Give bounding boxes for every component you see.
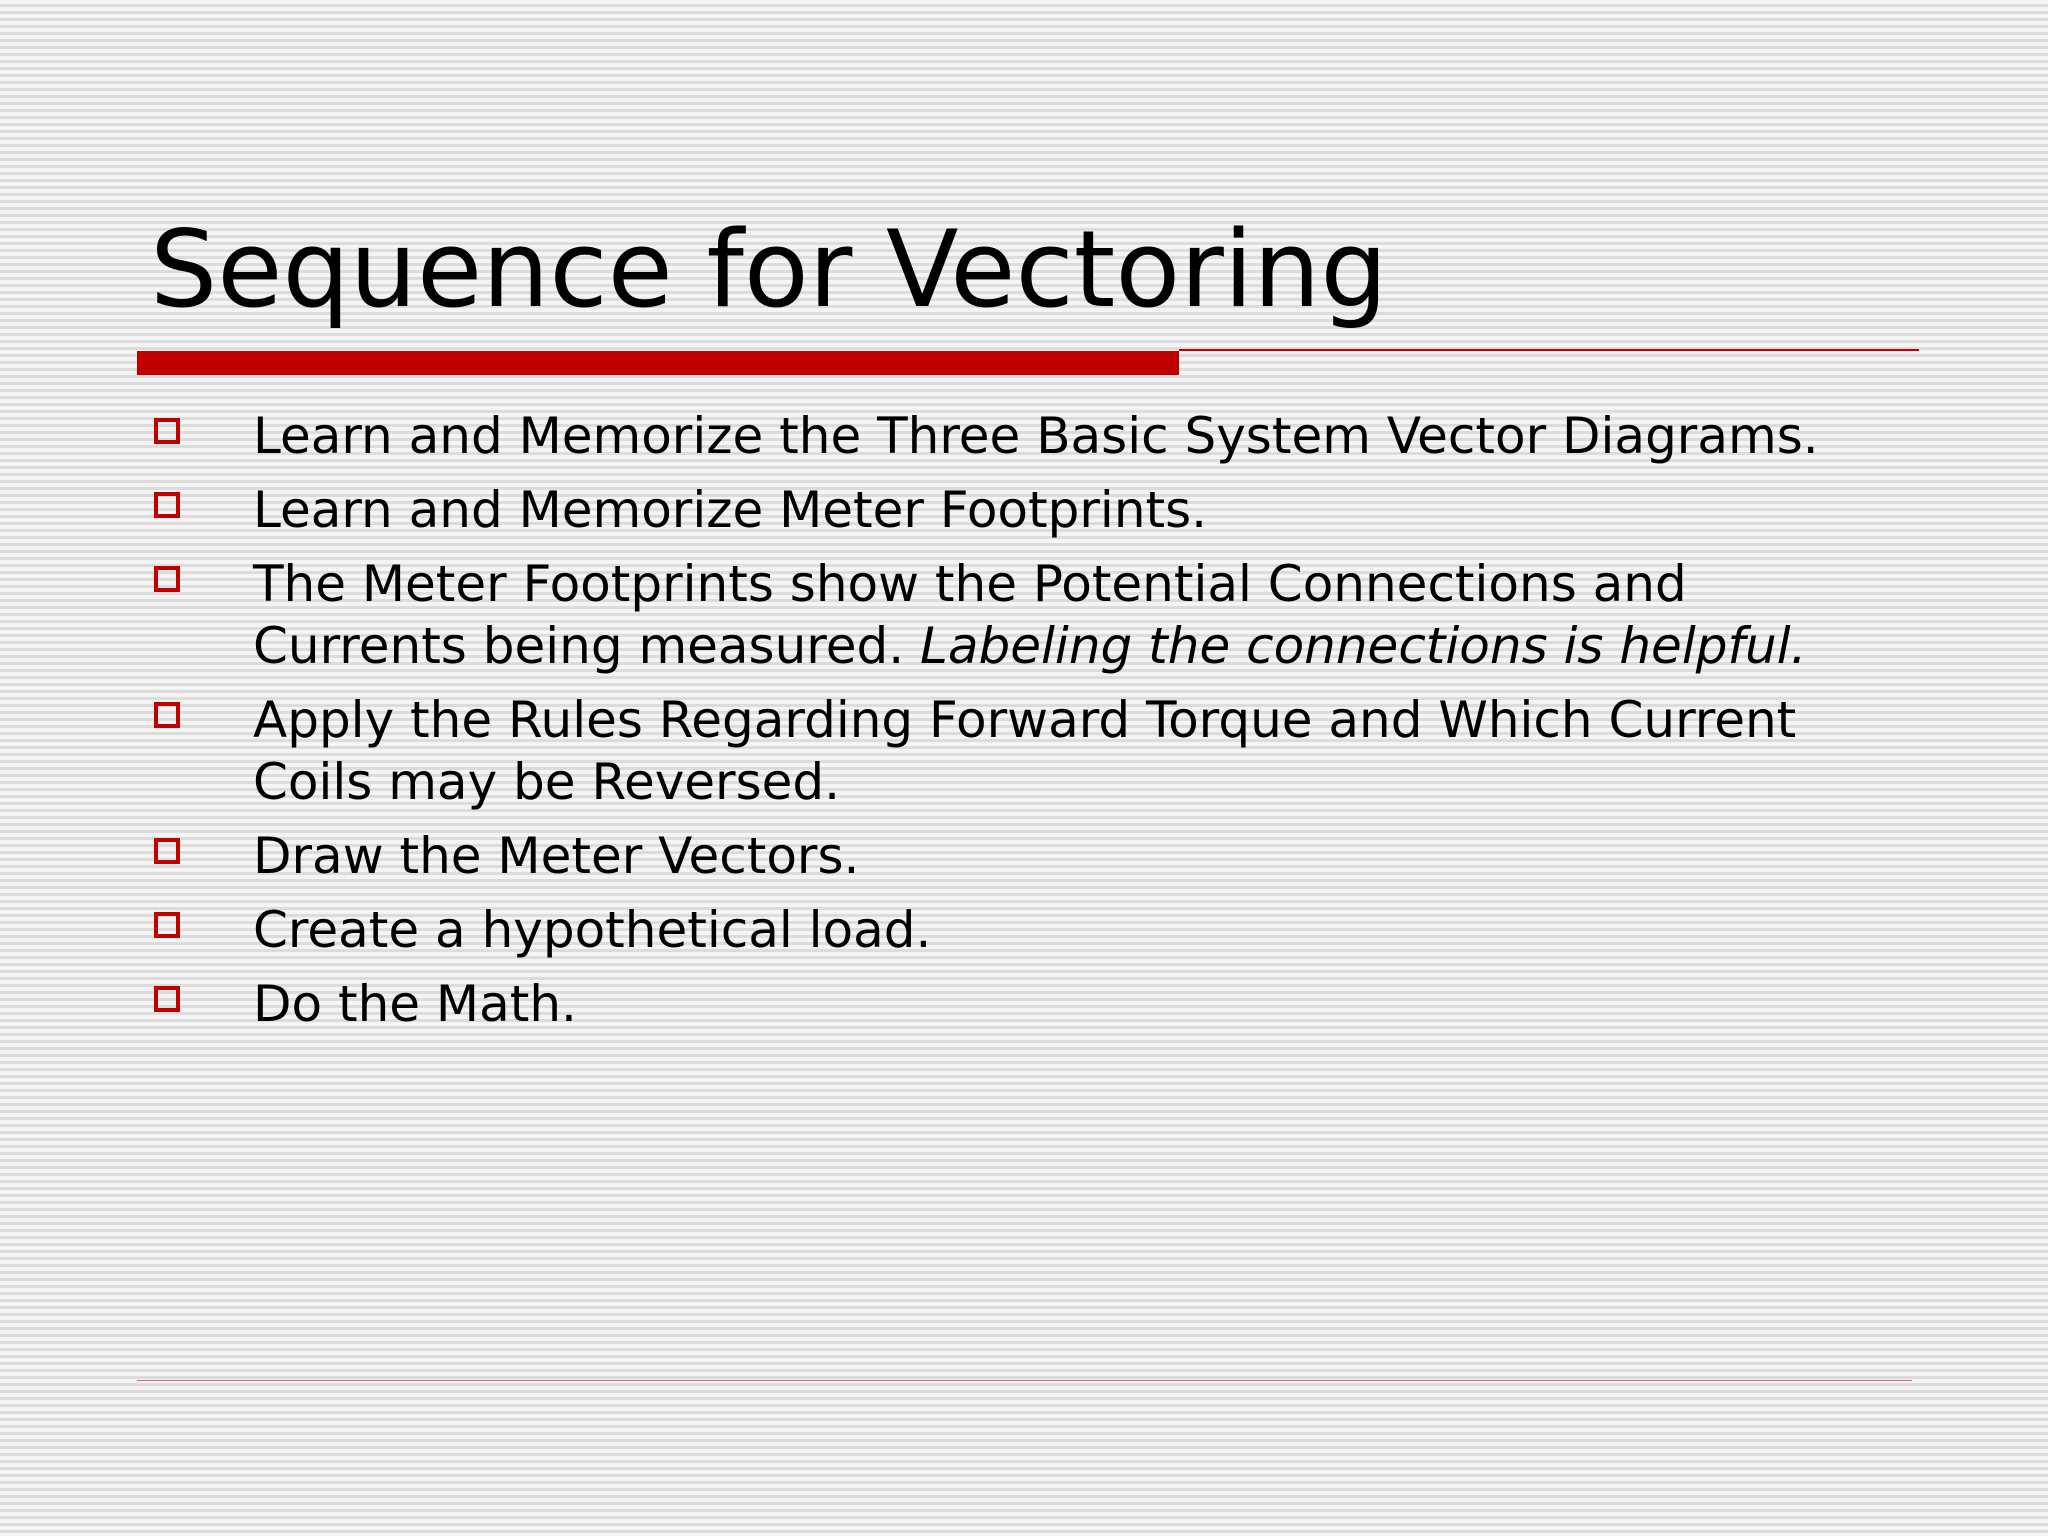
slide-title: Sequence for Vectoring [150,208,1388,331]
bullet-item [150,973,1910,1035]
bullet-item [150,825,1910,887]
bullet-text: Learn and Memorize Meter Footprints. [253,481,1208,539]
bullet-item [150,553,1910,677]
bullet-text: Learn and Memorize the Three Basic System Vector Diagrams. [253,407,1819,465]
square-outline-icon [154,418,180,444]
bullet-item [150,899,1910,961]
bullet-item [150,405,1910,467]
title-underline-thick [137,351,1179,375]
square-outline-icon [154,702,180,728]
square-outline-icon [154,912,180,938]
bullet-item [150,689,1910,813]
square-outline-icon [154,566,180,592]
bullet-list [150,405,1910,1047]
bullet-item [150,479,1910,541]
bullet-text: Do the Math. [253,975,577,1033]
square-outline-icon [154,838,180,864]
bullet-emphasis: Labeling the connections is helpful. [920,617,1807,675]
footer-rule [137,1380,1912,1381]
square-outline-icon [154,986,180,1012]
title-underline-thin [1179,349,1919,351]
bullet-text: Apply the Rules Regarding Forward Torque and Which Current Coils may be Reversed. [253,691,1797,811]
bullet-text: Draw the Meter Vectors. [253,827,860,885]
bullet-text: The Meter Footprints show the Potential Connections and Currents being measured. [253,555,1687,675]
square-outline-icon [154,492,180,518]
bullet-text: Create a hypothetical load. [253,901,932,959]
